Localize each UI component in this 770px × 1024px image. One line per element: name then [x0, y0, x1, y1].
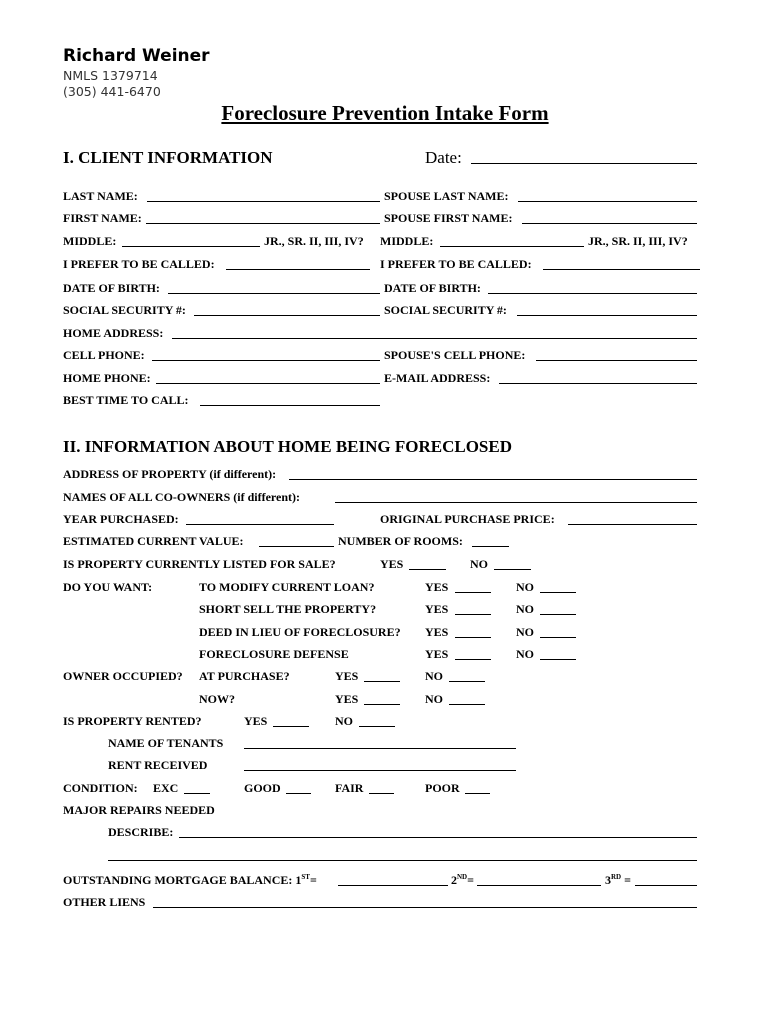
deed-no-label: NO — [516, 625, 534, 639]
spouse-ssn-label: SOCIAL SECURITY #: — [384, 303, 507, 317]
middle-name-label: MIDDLE: — [63, 234, 117, 248]
major-repairs-label: MAJOR REPAIRS NEEDED — [63, 803, 215, 817]
condition-poor-field[interactable] — [465, 793, 490, 794]
last-name-label: LAST NAME: — [63, 189, 138, 203]
form-title: Foreclosure Prevention Intake Form — [221, 101, 549, 125]
email-label: E-MAIL ADDRESS: — [384, 371, 491, 385]
describe-label: DESCRIBE: — [108, 825, 174, 839]
listed-no-label: NO — [470, 557, 488, 571]
co-owners-label: NAMES OF ALL CO-OWNERS (if different): — [63, 490, 300, 504]
do-you-want-label: DO YOU WANT: — [63, 580, 153, 594]
tenants-label: NAME OF TENANTS — [108, 736, 224, 750]
third-mortgage-field[interactable] — [635, 885, 697, 886]
est-value-label: ESTIMATED CURRENT VALUE: — [63, 534, 244, 548]
first-sup: ST — [301, 873, 310, 881]
original-price-label: ORIGINAL PURCHASE PRICE: — [380, 512, 555, 526]
spouse-suffix-label: JR., SR. II, III, IV? — [588, 234, 688, 248]
deed-yes-field[interactable] — [455, 637, 491, 638]
purchase-yes-label: YES — [335, 669, 359, 683]
listed-yes-label: YES — [380, 557, 404, 571]
listed-yes-field[interactable] — [409, 569, 446, 570]
condition-good-label: GOOD — [244, 781, 281, 795]
condition-exc-field[interactable] — [184, 793, 210, 794]
purchase-no-field[interactable] — [449, 681, 485, 682]
listed-for-sale-label: IS PROPERTY CURRENTLY LISTED FOR SALE? — [63, 557, 336, 571]
spouse-dob-field[interactable] — [488, 293, 697, 294]
home-address-field[interactable] — [172, 338, 697, 339]
now-no-field[interactable] — [449, 704, 485, 705]
option-deed-in-lieu: DEED IN LIEU OF FORECLOSURE? — [199, 625, 401, 639]
home-phone-field[interactable] — [156, 383, 380, 384]
year-purchased-field[interactable] — [186, 524, 334, 525]
second-mortgage-label: 2ND= — [451, 873, 474, 887]
option-modify-loan: TO MODIFY CURRENT LOAN? — [199, 580, 375, 594]
dob-label: DATE OF BIRTH: — [63, 281, 160, 295]
other-liens-label: OTHER LIENS — [63, 895, 146, 909]
modify-no-label: NO — [516, 580, 534, 594]
rented-label: IS PROPERTY RENTED? — [63, 714, 202, 728]
rented-yes-field[interactable] — [273, 726, 309, 727]
spouse-middle-name-label: MIDDLE: — [380, 234, 434, 248]
spouse-first-name-field[interactable] — [522, 223, 697, 224]
rented-no-label: NO — [335, 714, 353, 728]
modify-yes-label: YES — [425, 580, 449, 594]
at-purchase-label: AT PURCHASE? — [199, 669, 290, 683]
defense-no-label: NO — [516, 647, 534, 661]
short-sell-yes-field[interactable] — [455, 614, 491, 615]
now-label: NOW? — [199, 692, 235, 706]
spouse-first-name-label: SPOUSE FIRST NAME: — [384, 211, 513, 225]
rented-yes-label: YES — [244, 714, 268, 728]
describe-field[interactable] — [179, 837, 697, 838]
num-rooms-label: NUMBER OF ROOMS: — [338, 534, 463, 548]
mortgage-balance-row — [63, 873, 317, 888]
first-mortgage-field[interactable] — [338, 885, 448, 886]
deed-yes-label: YES — [425, 625, 449, 639]
cell-phone-label: CELL PHONE: — [63, 348, 145, 362]
listed-no-field[interactable] — [494, 569, 531, 570]
spouse-cell-field[interactable] — [536, 360, 697, 361]
first-equals: = — [309, 873, 317, 887]
spouse-cell-label: SPOUSE'S CELL PHONE: — [384, 348, 526, 362]
year-purchased-label: YEAR PURCHASED: — [63, 512, 179, 526]
rent-received-label: RENT RECEIVED — [108, 758, 208, 772]
email-field[interactable] — [499, 383, 697, 384]
section-client-info-heading: I. CLIENT INFORMATION — [63, 148, 273, 167]
tenants-field[interactable] — [244, 748, 516, 749]
purchase-yes-field[interactable] — [364, 681, 400, 682]
condition-good-field[interactable] — [286, 793, 311, 794]
num-rooms-field[interactable] — [472, 546, 509, 547]
spouse-dob-label: DATE OF BIRTH: — [384, 281, 481, 295]
defense-yes-label: YES — [425, 647, 449, 661]
ssn-label: SOCIAL SECURITY #: — [63, 303, 186, 317]
spouse-last-name-label: SPOUSE LAST NAME: — [384, 189, 509, 203]
condition-fair-field[interactable] — [369, 793, 394, 794]
mortgage-balance-label: OUTSTANDING MORTGAGE BALANCE: 1 — [63, 873, 302, 887]
prefer-called-field[interactable] — [226, 269, 370, 270]
section-home-info-heading: II. INFORMATION ABOUT HOME BEING FORECLOSED — [63, 437, 512, 456]
suffix-label: JR., SR. II, III, IV? — [264, 234, 364, 248]
third-mortgage-label: 3RD = — [605, 873, 631, 887]
best-time-label: BEST TIME TO CALL: — [63, 393, 189, 407]
modify-yes-field[interactable] — [455, 592, 491, 593]
deed-no-field[interactable] — [540, 637, 576, 638]
spouse-prefer-called-field[interactable] — [543, 269, 700, 270]
rent-received-field[interactable] — [244, 770, 516, 771]
best-time-field[interactable] — [200, 405, 380, 406]
spouse-last-name-field[interactable] — [518, 201, 697, 202]
now-yes-field[interactable] — [364, 704, 400, 705]
purchase-no-label: NO — [425, 669, 443, 683]
first-name-field[interactable] — [146, 223, 380, 224]
prefer-called-label: I PREFER TO BE CALLED: — [63, 257, 215, 271]
cell-phone-field[interactable] — [152, 360, 380, 361]
author-phone: (305) 441-6470 — [63, 84, 161, 99]
date-label: Date: — [425, 148, 462, 167]
short-sell-yes-label: YES — [425, 602, 449, 616]
condition-fair-label: FAIR — [335, 781, 364, 795]
short-sell-no-field[interactable] — [540, 614, 576, 615]
condition-label: CONDITION: — [63, 781, 138, 795]
date-field[interactable] — [471, 163, 697, 164]
spouse-prefer-called-label: I PREFER TO BE CALLED: — [380, 257, 532, 271]
home-address-label: HOME ADDRESS: — [63, 326, 164, 340]
other-liens-field[interactable] — [153, 907, 697, 908]
spouse-ssn-field[interactable] — [517, 315, 697, 316]
original-price-field[interactable] — [568, 524, 697, 525]
short-sell-no-label: NO — [516, 602, 534, 616]
defense-yes-field[interactable] — [455, 659, 491, 660]
condition-poor-label: POOR — [425, 781, 460, 795]
modify-no-field[interactable] — [540, 592, 576, 593]
property-address-field[interactable] — [289, 479, 697, 480]
option-foreclosure-defense: FORECLOSURE DEFENSE — [199, 647, 349, 661]
author-name: Richard Weiner — [63, 46, 210, 66]
nmls-number: NMLS 1379714 — [63, 68, 158, 83]
second-mortgage-field[interactable] — [477, 885, 601, 886]
co-owners-field[interactable] — [335, 502, 697, 503]
dob-field[interactable] — [168, 293, 380, 294]
option-short-sell: SHORT SELL THE PROPERTY? — [199, 602, 377, 616]
now-no-label: NO — [425, 692, 443, 706]
owner-occupied-label: OWNER OCCUPIED? — [63, 669, 183, 683]
defense-no-field[interactable] — [540, 659, 576, 660]
last-name-field[interactable] — [147, 201, 380, 202]
rented-no-field[interactable] — [359, 726, 395, 727]
est-value-field[interactable] — [259, 546, 334, 547]
ssn-field[interactable] — [194, 315, 380, 316]
middle-name-field[interactable] — [122, 246, 260, 247]
condition-exc-label: EXC — [153, 781, 179, 795]
spouse-middle-name-field[interactable] — [440, 246, 584, 247]
first-name-label: FIRST NAME: — [63, 211, 142, 225]
describe-field-2[interactable] — [108, 860, 697, 861]
home-phone-label: HOME PHONE: — [63, 371, 151, 385]
property-address-label: ADDRESS OF PROPERTY (if different): — [63, 467, 277, 481]
now-yes-label: YES — [335, 692, 359, 706]
